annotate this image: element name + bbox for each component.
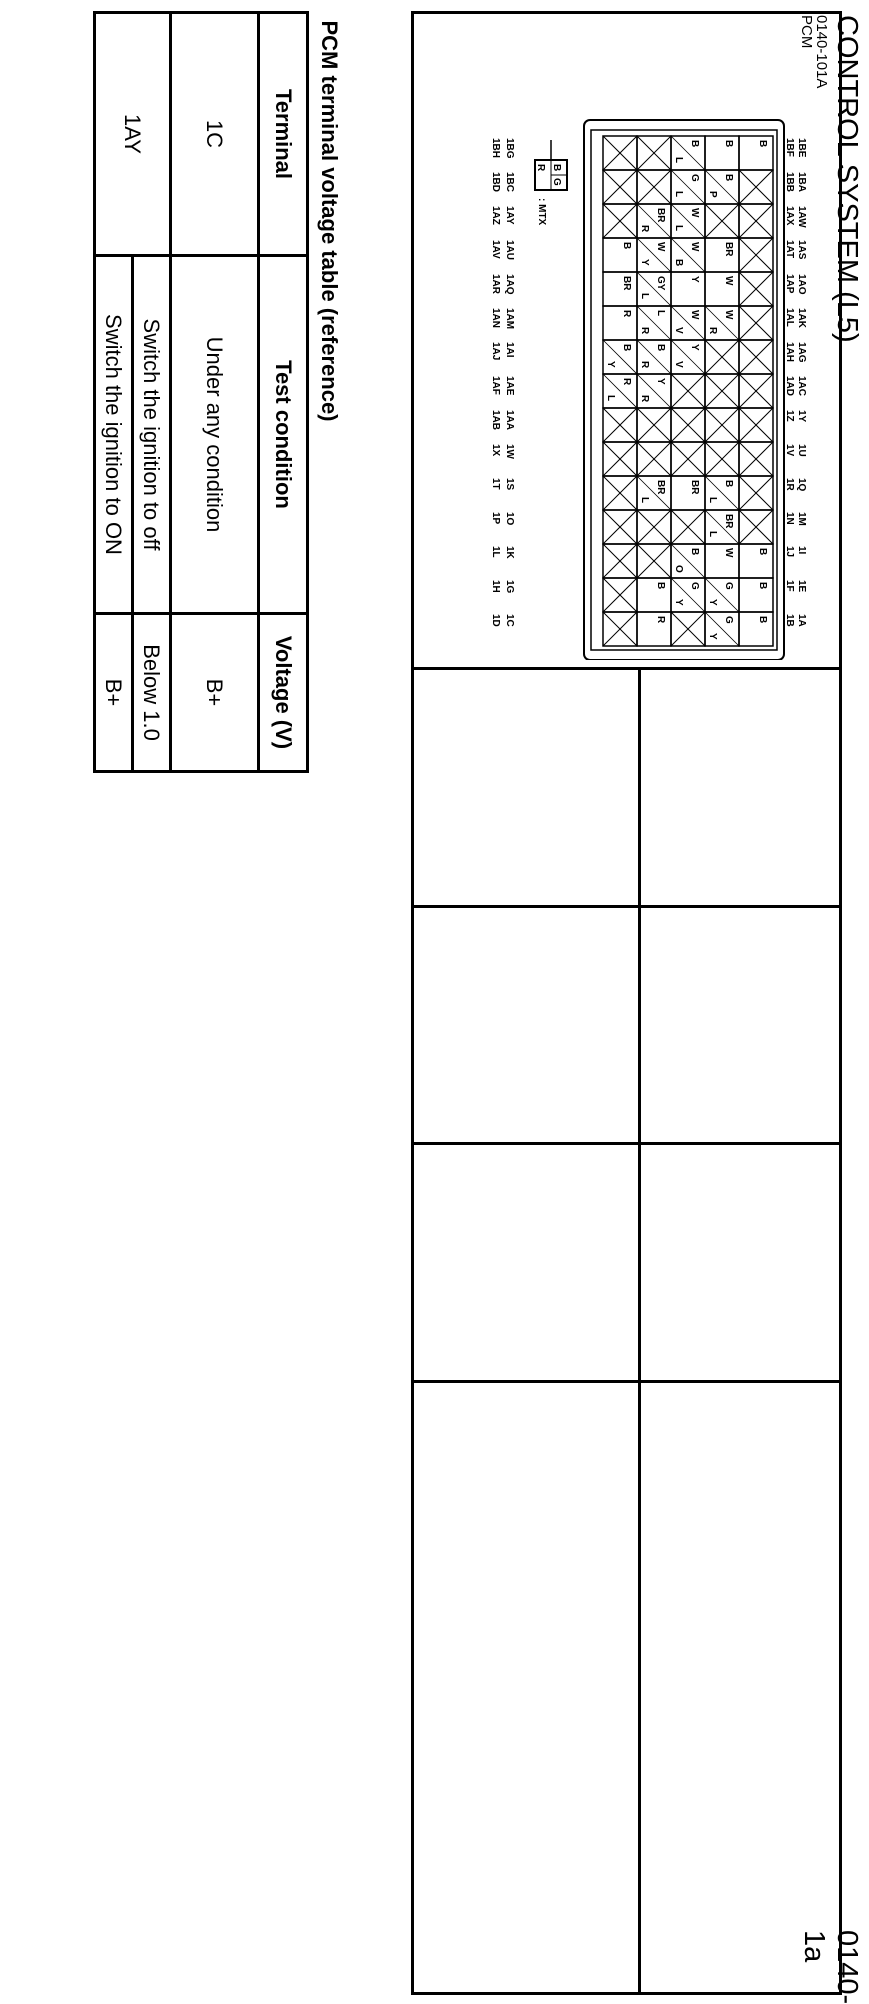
wire-color-label: B [655, 582, 666, 590]
wire-stripe-label: V [673, 361, 684, 368]
wire-stripe-label: P [707, 191, 718, 198]
cell-terminal: 1C [171, 13, 259, 256]
terminal-designation: 1AM [504, 308, 515, 330]
wire-color-label: W [689, 310, 700, 320]
terminal-designation: 1G [504, 580, 515, 594]
cell-voltage: Below 1.0 [133, 614, 171, 772]
wire-stripe-label: L [605, 395, 616, 402]
wire-color-label: BR [723, 514, 734, 529]
wire-color-label: BR [655, 480, 666, 495]
terminal-designation: 1E [796, 580, 807, 593]
wire-stripe-label: R [639, 225, 650, 233]
terminal-designation: 1P [490, 512, 501, 525]
terminal-designation: 1O [504, 512, 515, 526]
cell-voltage: B+ [171, 614, 259, 772]
frame-divider [411, 667, 842, 670]
terminal-designation: 1AI [504, 342, 515, 358]
terminal-designation: 1AX [784, 206, 795, 226]
wire-color-label: Y [689, 344, 700, 351]
mtx-pin-1: B [551, 164, 562, 172]
mtx-connector [535, 140, 567, 226]
frame-divider [638, 667, 641, 1995]
terminal-designation: 1U [796, 444, 807, 457]
frame-divider [411, 1380, 842, 1383]
terminal-designation: 1AP [784, 274, 795, 294]
cell-voltage: B+ [95, 614, 133, 772]
wire-color-label: W [655, 242, 666, 252]
terminal-designation: 1X [490, 444, 501, 457]
terminal-designation: 1AY [504, 206, 515, 225]
terminal-designation: 1I [796, 546, 807, 555]
wire-stripe-label: Y [673, 599, 684, 606]
terminal-designation: 1L [490, 546, 501, 558]
wire-color-label: B [621, 344, 632, 352]
wire-stripe-label: L [673, 225, 684, 232]
wire-color-label: B [757, 548, 768, 556]
terminal-designation: 1AN [490, 308, 501, 329]
mtx-pin-2: G [551, 178, 562, 186]
terminal-designation: 1C [504, 614, 515, 627]
connector-cavities [603, 136, 773, 646]
terminal-designation: 1BA [796, 172, 807, 193]
terminal-designation: 1R [784, 478, 795, 491]
mtx-pin-3: R [535, 164, 546, 172]
cell-condition: Switch the ignition to ON [95, 256, 133, 614]
terminal-designation: 1F [784, 580, 795, 592]
terminal-designation: 1AD [784, 376, 795, 397]
wire-color-label: G [723, 582, 734, 590]
terminal-designation: 1BF [784, 138, 795, 157]
wire-stripe-label: Y [605, 361, 616, 368]
terminal-designation: 1Y [796, 410, 807, 423]
frame-divider [411, 905, 842, 908]
wire-stripe-label: R [707, 327, 718, 335]
wire-stripe-label: L [673, 157, 684, 164]
col-header-terminal: Terminal [259, 13, 308, 256]
mtx-label: : MTX [536, 198, 547, 226]
terminal-designation: 1AJ [490, 342, 501, 361]
wire-color-label: G [689, 582, 700, 590]
wire-stripe-label: B [673, 259, 684, 267]
page-code: 0140-1a [798, 1930, 863, 2004]
wire-stripe-label: O [673, 565, 684, 573]
page-title: CONTROL SYSTEM (L5) [831, 15, 863, 343]
terminal-designation: 1AL [784, 308, 795, 327]
connector-code: 0140-101A [813, 15, 830, 89]
wire-stripe-label: Y [639, 259, 650, 266]
wire-color-label: W [723, 310, 734, 320]
terminal-designation: 1T [490, 478, 501, 490]
col-header-condition: Test condition [259, 256, 308, 614]
wire-color-label: B [723, 174, 734, 182]
wire-stripe-label: L [707, 497, 718, 504]
terminal-designation: 1B [784, 614, 795, 627]
wire-color-label: G [689, 174, 700, 182]
terminal-designation: 1AV [490, 240, 501, 259]
wire-color-label: B [757, 616, 768, 624]
terminal-designation: 1Q [796, 478, 807, 492]
terminal-designation: 1AC [796, 376, 807, 397]
wire-color-label: W [689, 242, 700, 252]
terminal-designation: 1BG [504, 138, 515, 159]
wire-stripe-label: Y [707, 633, 718, 640]
terminal-designation: 1Z [784, 410, 795, 422]
cell-condition: Switch the ignition to off [133, 256, 171, 614]
wire-color-label: B [757, 140, 768, 148]
terminal-designation: 1AQ [504, 274, 515, 295]
terminal-designation: 1H [490, 580, 501, 593]
terminal-designation: 1AS [796, 240, 807, 260]
wire-color-label: B [655, 344, 666, 352]
wire-color-label: W [689, 208, 700, 218]
terminal-designation: 1AT [784, 240, 795, 259]
wire-stripe-label: R [639, 327, 650, 335]
wire-stripe-label: L [673, 191, 684, 198]
wire-color-label: R [655, 616, 666, 624]
wire-stripe-label: L [639, 497, 650, 504]
terminal-designation: 1AW [796, 206, 807, 228]
terminal-designation: 1AZ [490, 206, 501, 225]
connector-housing [584, 120, 784, 660]
wire-stripe-label: R [639, 395, 650, 403]
terminal-designation: 1BB [784, 172, 795, 193]
wire-color-label: G [723, 616, 734, 624]
wire-color-label: Y [689, 276, 700, 283]
wire-color-label: R [621, 378, 632, 386]
col-header-voltage: Voltage (V) [259, 614, 308, 772]
wire-color-label: Y [655, 378, 666, 385]
terminal-designation: 1AO [796, 274, 807, 295]
terminal-designation: 1AR [490, 274, 501, 295]
wire-color-label: BR [723, 242, 734, 257]
voltage-table [93, 11, 349, 773]
wire-color-label: BR [689, 480, 700, 495]
terminal-designation: 1AU [504, 240, 515, 261]
wire-color-label: B [621, 242, 632, 250]
terminal-designation: 1AB [490, 410, 501, 431]
pcm-connector-diagram [424, 100, 809, 660]
wire-color-label: R [621, 310, 632, 318]
wire-color-label: W [723, 548, 734, 558]
terminal-designation: 1AE [504, 376, 515, 396]
wire-stripe-label: V [673, 327, 684, 334]
wire-stripe-label: Y [707, 599, 718, 606]
terminal-designation: 1BE [796, 138, 807, 158]
terminal-designation: 1J [784, 546, 795, 558]
wire-color-label: GY [655, 276, 666, 291]
wire-color-label: B [689, 140, 700, 148]
terminal-designation: 1K [504, 546, 515, 559]
terminal-designation: 1AG [796, 342, 807, 363]
connector-name: PCM [798, 15, 815, 49]
wire-color-label: W [723, 276, 734, 286]
wire-color-label: B [689, 548, 700, 556]
wire-stripe-label: L [639, 293, 650, 300]
cell-terminal: 1AY [95, 13, 171, 256]
terminal-designation: 1BH [490, 138, 501, 159]
terminal-designation: 1AF [490, 376, 501, 395]
terminal-designation: 1BC [504, 172, 515, 193]
wire-color-label: BR [655, 208, 666, 223]
terminal-designation: 1AH [784, 342, 795, 363]
wire-color-label: BR [621, 276, 632, 291]
table-caption: PCM terminal voltage table (reference) [308, 13, 350, 772]
wire-color-label: B [723, 140, 734, 148]
terminal-designation: 1AK [796, 308, 807, 329]
terminal-designation: 1N [784, 512, 795, 525]
terminal-designation: 1AA [504, 410, 515, 431]
wire-color-label: B [757, 582, 768, 590]
wire-color-label: L [655, 310, 666, 317]
terminal-designation: 1D [490, 614, 501, 627]
terminal-designation: 1S [504, 478, 515, 491]
terminal-designation: 1M [796, 512, 807, 526]
terminal-designation: 1A [796, 614, 807, 627]
terminal-designation: 1V [784, 444, 795, 457]
wire-stripe-label: R [639, 361, 650, 369]
frame-divider [411, 1142, 842, 1145]
wire-color-label: B [723, 480, 734, 488]
wire-stripe-label: L [707, 531, 718, 538]
cell-condition: Under any condition [171, 256, 259, 614]
terminal-designation: 1BD [490, 172, 501, 193]
terminal-designation: 1W [504, 444, 515, 459]
